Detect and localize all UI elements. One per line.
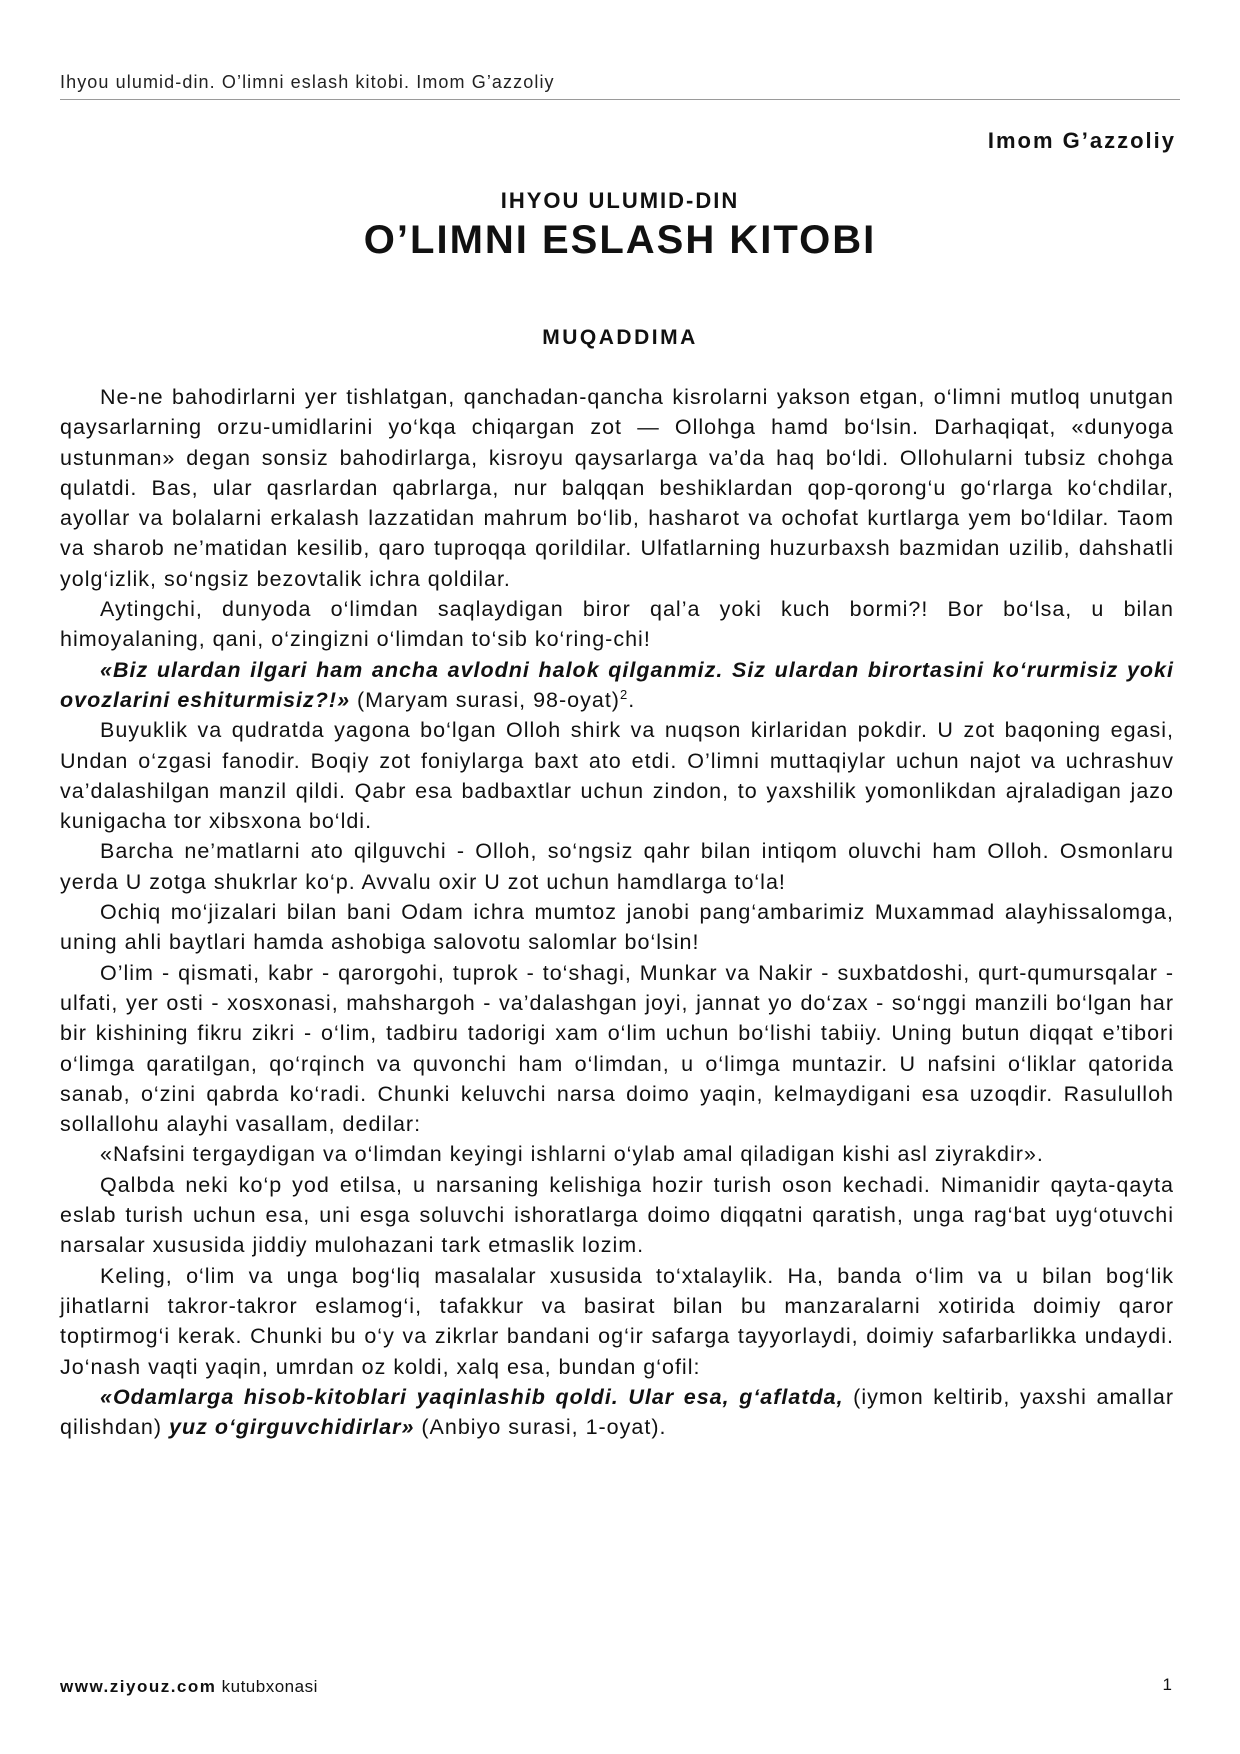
paragraph: Qalbda neki ko‘p yod etilsa, u narsaning kelishiga hozir turish oson kechadi. Nimanidir qayta-qayta eslab turish uchun esa, uni esga soluvchi ishoratlarga doimo diqqatni qaratish, unga rag‘bat uyg‘otuvchi narsalar xususida jiddiy mulohazani tark etmaslik lozim.: [60, 1172, 1174, 1258]
book-title: O’LIMNI ESLASH KITOBI: [363, 218, 877, 262]
paragraph: Ochiq mo‘jizalari bilan bani Odam ichra mumtoz janobi pang‘ambarimiz Muxammad alayhissalomga, uning ahli baytlari hamda ashobiga salovotu salomlar bo‘lsin!: [60, 900, 1174, 955]
paragraph: Aytingchi, dunyoda o‘limdan saqlaydigan biror qal’a yoki kuch bormi?! Bor bo‘lsa, u bilan himoyalaning, qani, o‘zingizni o‘limdan to‘sib ko‘ring-chi!: [60, 597, 1174, 652]
quran-quote: «Biz ulardan ilgari ham ancha avlodni halok qilganmiz. Siz ulardan birortasini ko‘rurmisiz yoki ovozlarini eshiturmisiz?!»: [60, 657, 1174, 712]
paragraph: Ne-ne bahodirlarni yer tishlatgan, qanchadan-qancha kisrolarni yakson etgan, o‘limni mutloq unutgan qaysarlarning orzu-umidlarini yo‘kqa chiqargan zot — Ollohga hamd bo‘lsin. Darhaqiqat, «dunyoga ustunman» degan sonsiz bahodirlarga, kisroyu qaysarlarga va’da haq bo‘ldi. Ollohularni tubsiz chohga qulatdi. Bas, ular qasrlardan qabrlarga, nur balqqan beshiklardan qop-qorong‘u go‘rlarga ko‘chdilar, ayollar va bolalarni erkalash lazzatidan mahrum bo‘lib, hasharot va ochofat kurtlarga yem bo‘ldilar. Taom va sharob ne’matidan kesilib, qaro tuproqqa qorildilar. Ulfatlarning huzurbaxsh bazmidan uzilib, dahshatli yolg‘izlik, so‘ngsiz bezovtalik ichra qoldilar.: [60, 385, 1174, 591]
quran-quote: yuz o‘girguvchidirlar»: [169, 1415, 415, 1440]
punctuation: .: [628, 687, 636, 712]
site-link[interactable]: www.ziyouz.com: [60, 1677, 217, 1696]
paragraph: Buyuklik va qudratda yagona bo‘lgan Olloh shirk va nuqson kirlaridan pokdir. U zot baqoning egasi, Undan o‘zgasi fanodir. Boqiy zot foniylarga baxt ato etdi. O’limni muttaqiylar uchun najot va uchrashuv va’dalashilgan manzil qildi. Qabr esa badbaxtlar uchun zindon, to yaxshilik yomonlikdan ajraladigan jazo kunigacha tor xibsxona bo‘ldi.: [60, 718, 1174, 834]
body-text: [60, 382, 1174, 1442]
author-name: Imom G’azzoliy: [987, 128, 1176, 153]
series-title: IHYOU ULUMID-DIN: [500, 188, 740, 213]
quran-quote: «Odamlarga hisob-kitoblari yaqinlashib qoldi. Ular esa, g‘aflatda,: [100, 1384, 844, 1409]
quote-reference: (Maryam surasi, 98-oyat): [350, 687, 620, 712]
paragraph-quote: [60, 655, 1174, 716]
paragraph: «Nafsini tergaydigan va o‘limdan keyingi ishlarni o‘ylab amal qiladigan kishi asl ziyrakdir».: [100, 1142, 1044, 1167]
paragraph: Barcha ne’matlarni ato qilguvchi - Olloh, so‘ngsiz qahr bilan intiqom oluvchi ham Olloh. Osmonlaru yerda U zotga shukrlar ko‘p. Avvalu oxir U zot uchun hamdlarga to‘la!: [60, 839, 1174, 894]
footer-site: [60, 1677, 318, 1697]
site-suffix: kutubxonasi: [216, 1677, 318, 1696]
quote-reference: (Anbiyo surasi, 1-oyat).: [414, 1415, 667, 1440]
running-header: Ihyou ulumid-din. O’limni eslash kitobi. Imom G’azzoliy: [60, 72, 1180, 100]
paragraph-quote: [60, 1382, 1174, 1443]
page-number: 1: [1162, 1675, 1172, 1694]
quote-aside: (iymon keltirib, yaxshi amallar qilishdan): [60, 1384, 1174, 1440]
footnote-marker: 2: [619, 686, 629, 702]
paragraph: Keling, o‘lim va unga bog‘liq masalalar xususida to‘xtalaylik. Ha, banda o‘lim va u bilan bog‘lik jihatlarni takror-takror eslamog‘i, tafakkur va basirat bilan bu manzaralarni xotirida doimiy qaror toptirmog‘i kerak. Chunki bu o‘y va zikrlar bandani og‘ir safarga tayyorlaydi, doimiy safarbarlikka undaydi. Jo‘nash vaqti yaqin, umrdan oz koldi, xalq esa, bundan g‘ofil:: [60, 1263, 1174, 1379]
paragraph: O’lim - qismati, kabr - qarorgohi, tuprok - to‘shagi, Munkar va Nakir - suxbatdoshi, qurt-qumursqalar - ulfati, yer osti - xosxonasi, mahshargoh - va’dalashgan joyi, jannat yo do‘zax - so‘nggi manzili bo‘lgan har bir kishining fikru zikri - o‘lim, tadbiru tadorigi xam o‘lim uchun bo‘lishi tabiiy. Uning butun diqqat e’tibori o‘limga qaratilgan, qo‘rqinch va quvonchi ham o‘limdan, u o‘limga muntazir. U nafsini o‘liklar qatorida sanab, o‘zini qabrda ko‘radi. Chunki keluvchi narsa doimo yaqin, kelmaydigani esa uzoqdir. Rasululloh sollallohu alayhi vasallam, dedilar:: [60, 960, 1174, 1137]
section-title: MUQADDIMA: [542, 326, 698, 349]
